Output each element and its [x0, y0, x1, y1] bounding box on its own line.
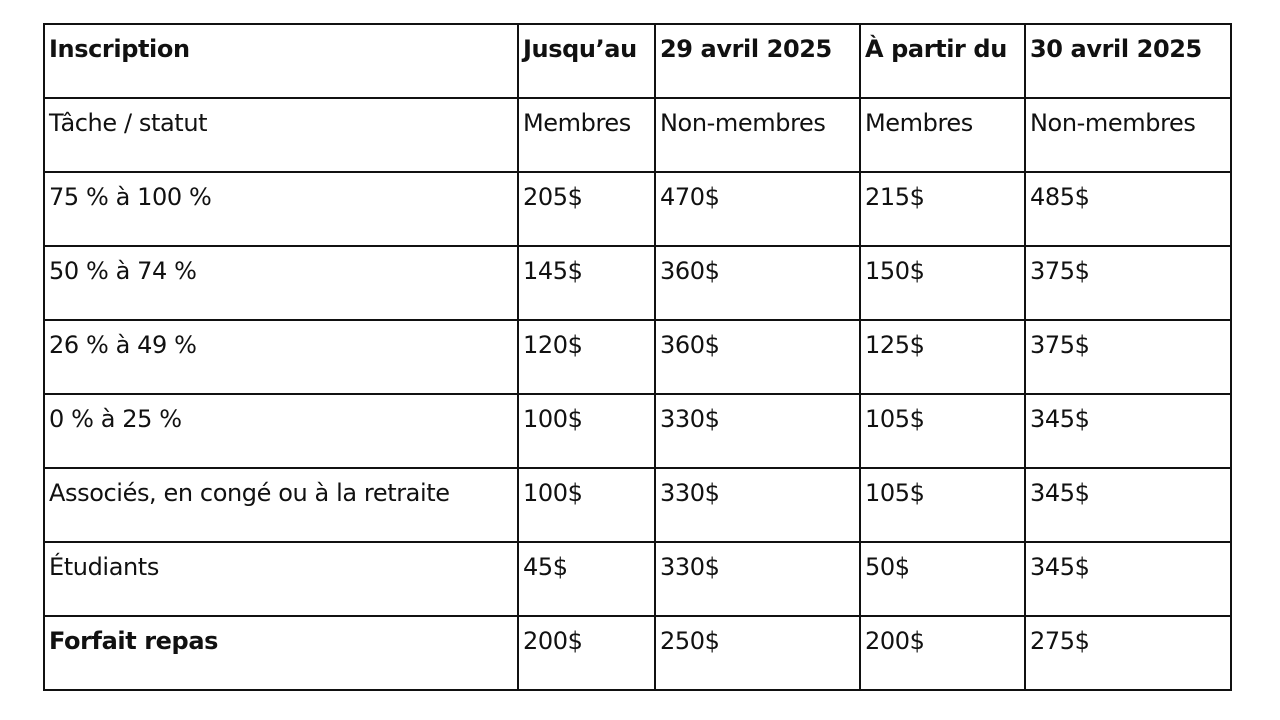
price-cell: 330$: [655, 468, 860, 542]
row-label: 0 % à 25 %: [44, 394, 518, 468]
price-cell: 120$: [518, 320, 655, 394]
subheader-cell-members-late: Membres: [860, 98, 1025, 172]
price-cell: 150$: [860, 246, 1025, 320]
price-cell: 125$: [860, 320, 1025, 394]
row-label: 75 % à 100 %: [44, 172, 518, 246]
row-label-meal-package: Forfait repas: [44, 616, 518, 690]
price-cell: 215$: [860, 172, 1025, 246]
price-cell: 375$: [1025, 246, 1231, 320]
price-cell: 360$: [655, 320, 860, 394]
header-cell-from-date: 30 avril 2025: [1025, 24, 1231, 98]
price-cell: 100$: [518, 468, 655, 542]
table-subheader-row: [44, 98, 1231, 172]
price-cell: 470$: [655, 172, 860, 246]
price-cell: 345$: [1025, 394, 1231, 468]
price-cell: 200$: [860, 616, 1025, 690]
row-label: 26 % à 49 %: [44, 320, 518, 394]
price-cell: 105$: [860, 394, 1025, 468]
row-label: Associés, en congé ou à la retraite: [44, 468, 518, 542]
table-header-row: [44, 24, 1231, 98]
price-cell: 50$: [860, 542, 1025, 616]
price-cell: 375$: [1025, 320, 1231, 394]
header-cell-from: À partir du: [860, 24, 1025, 98]
price-cell: 345$: [1025, 542, 1231, 616]
price-cell: 360$: [655, 246, 860, 320]
price-cell: 100$: [518, 394, 655, 468]
registration-pricing-table: [43, 23, 1232, 691]
table-row-meal-package: [44, 616, 1231, 690]
subheader-cell-nonmembers-late: Non-membres: [1025, 98, 1231, 172]
subheader-cell-members-early: Membres: [518, 98, 655, 172]
header-cell-inscription: Inscription: [44, 24, 518, 98]
pricing-table-container: [43, 23, 1232, 691]
price-cell: 275$: [1025, 616, 1231, 690]
price-cell: 330$: [655, 394, 860, 468]
price-cell: 330$: [655, 542, 860, 616]
header-cell-until-date: 29 avril 2025: [655, 24, 860, 98]
table-row: [44, 172, 1231, 246]
table-row: [44, 542, 1231, 616]
subheader-cell-nonmembers-early: Non-membres: [655, 98, 860, 172]
subheader-cell-task-status: Tâche / statut: [44, 98, 518, 172]
price-cell: 200$: [518, 616, 655, 690]
row-label: Étudiants: [44, 542, 518, 616]
price-cell: 45$: [518, 542, 655, 616]
header-cell-until: Jusqu’au: [518, 24, 655, 98]
table-row: [44, 246, 1231, 320]
price-cell: 485$: [1025, 172, 1231, 246]
price-cell: 205$: [518, 172, 655, 246]
price-cell: 250$: [655, 616, 860, 690]
price-cell: 145$: [518, 246, 655, 320]
table-row: [44, 468, 1231, 542]
table-row: [44, 394, 1231, 468]
row-label: 50 % à 74 %: [44, 246, 518, 320]
price-cell: 345$: [1025, 468, 1231, 542]
price-cell: 105$: [860, 468, 1025, 542]
table-row: [44, 320, 1231, 394]
